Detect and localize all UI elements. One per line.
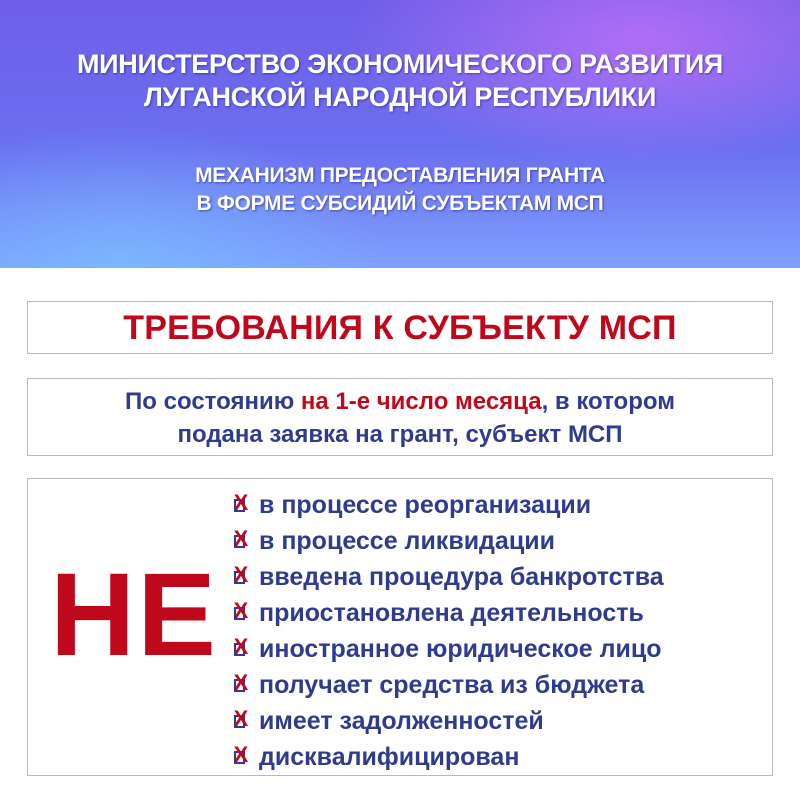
state-text <box>28 385 772 451</box>
negation-list <box>233 487 664 775</box>
header-banner <box>0 0 800 268</box>
list-item-label: в процессе ликвидации <box>259 526 555 555</box>
mechanism-subtitle <box>0 162 800 218</box>
list-item <box>233 631 664 667</box>
cross-mark-icon: X <box>233 706 249 731</box>
list-item-label: иностранное юридическое лицо <box>259 634 662 663</box>
state-part1: По состоянию <box>125 388 301 415</box>
state-highlight: на 1-е число месяца <box>300 388 542 415</box>
cross-mark-icon: X <box>233 562 249 587</box>
ministry-title-line2: ЛУГАНСКОЙ НАРОДНОЙ РЕСПУБЛИКИ <box>143 82 657 112</box>
crossed-checkbox-icon <box>233 490 249 515</box>
ministry-title <box>0 48 800 114</box>
crossed-checkbox-icon <box>233 706 249 731</box>
cross-mark-icon: X <box>233 634 249 659</box>
list-item <box>233 523 664 559</box>
mechanism-subtitle-line2: В ФОРМЕ СУБСИДИЙ СУБЪЕКТАМ МСП <box>196 192 604 215</box>
cross-mark-icon: X <box>233 490 249 515</box>
state-part2: , в котором <box>541 388 675 415</box>
state-line2: подана заявка на грант, субъект МСП <box>177 421 623 448</box>
cross-mark-icon: X <box>233 526 249 551</box>
crossed-checkbox-icon <box>233 562 249 587</box>
cross-mark-icon: X <box>233 598 249 623</box>
list-item-label: в процессе реорганизации <box>259 490 592 519</box>
list-item <box>233 559 664 595</box>
ministry-title-line1: МИНИСТЕРСТВО ЭКОНОМИЧЕСКОГО РАЗВИТИЯ <box>76 49 724 79</box>
crossed-checkbox-icon <box>233 670 249 695</box>
big-ne-word: НЕ <box>50 549 218 681</box>
cross-mark-icon: X <box>233 742 249 767</box>
list-item <box>233 595 664 631</box>
requirements-box <box>27 301 773 354</box>
list-item-label: дисквалифицирован <box>259 742 520 771</box>
crossed-checkbox-icon <box>233 634 249 659</box>
crossed-checkbox-icon <box>233 742 249 767</box>
crossed-checkbox-icon <box>233 526 249 551</box>
list-item <box>233 703 664 739</box>
state-box <box>27 378 773 456</box>
list-item-label: имеет задолженностей <box>259 706 544 735</box>
cross-mark-icon: X <box>233 670 249 695</box>
list-item-label: получает средства из бюджета <box>259 670 645 699</box>
list-item-label: приостановлена деятельность <box>259 598 644 627</box>
mechanism-subtitle-line1: МЕХАНИЗМ ПРЕДОСТАВЛЕНИЯ ГРАНТА <box>195 164 605 187</box>
crossed-checkbox-icon <box>233 598 249 623</box>
negation-list-box <box>27 478 773 776</box>
requirements-title: ТРЕБОВАНИЯ К СУБЪЕКТУ МСП <box>123 309 677 347</box>
list-item-label: введена процедура банкротства <box>259 562 664 591</box>
list-item <box>233 667 664 703</box>
list-item <box>233 487 664 523</box>
list-item <box>233 739 664 775</box>
state-line1 <box>28 385 772 418</box>
